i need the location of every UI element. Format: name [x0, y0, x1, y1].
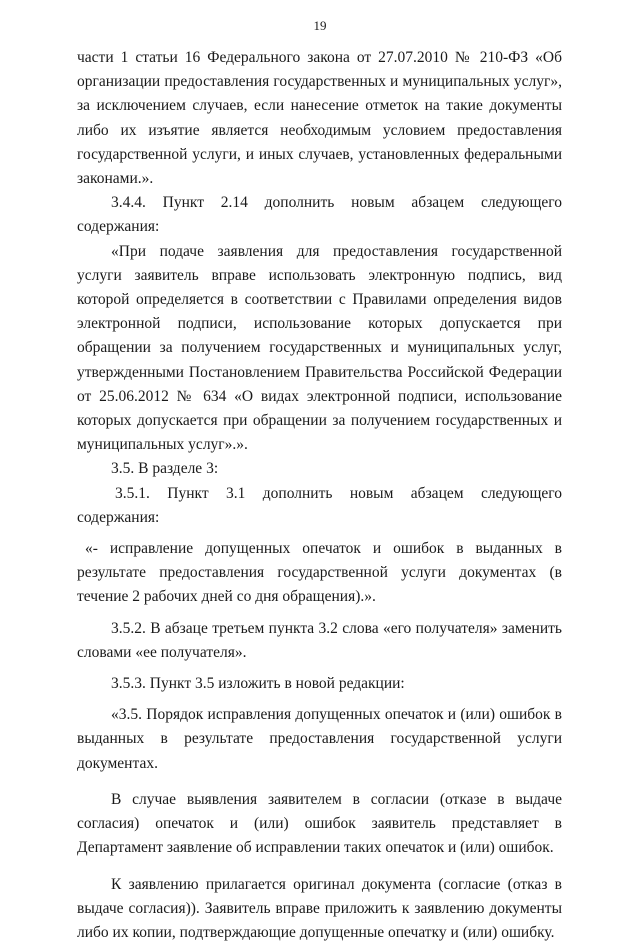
paragraph-quote-3-5: «3.5. Порядок исправления допущенных опечаток и (или) ошибок в выданных в результате предоставления государственной услуги документах.: [77, 703, 562, 776]
paragraph-3-4-4: 3.4.4. Пункт 2.14 дополнить новым абзацем следующего содержания:: [77, 191, 562, 239]
paragraph-attachments: К заявлению прилагается оригинал документа (согласие (отказ в выдаче согласия)). Заявитель вправе приложить к заявлению документы либо их копии, подтверждающие допущенные опечатку и (или) ошибку.: [77, 873, 562, 945]
paragraph-quote-corrections: «- исправление допущенных опечаток и ошибок в выданных в результате предоставления государственной услуги документах (в течение 2 рабочих дней со дня обращения).».: [77, 537, 562, 610]
page-number: 19: [0, 18, 640, 34]
paragraph-continuation: части 1 статьи 16 Федерального закона от 27.07.2010 № 210-ФЗ «Об организации предоставления государственных и муниципальных услуг», за исключением случаев, если нанесение отметок на такие документы либо их изъятие является необходимым условием предоставления государственной услуги, и иных случаев, установленных федеральными законами.».: [77, 46, 562, 191]
paragraph-3-5-3: 3.5.3. Пункт 3.5 изложить в новой редакции:: [77, 672, 562, 696]
paragraph-3-5-2: 3.5.2. В абзаце третьем пункта 3.2 слова «его получателя» заменить словами «ее получателя».: [77, 617, 562, 665]
paragraph-3-5: 3.5. В разделе 3:: [77, 457, 562, 481]
paragraph-errors-detection: В случае выявления заявителем в согласии (отказе в выдаче согласия) опечаток и (или) ошибок заявитель представляет в Департамент заявление об исправлении таких опечаток и (или) ошибок.: [77, 788, 562, 861]
document-body: [77, 46, 562, 945]
paragraph-quote-electronic-signature: «При подаче заявления для предоставления государственной услуги заявитель вправе использовать электронную подпись, вид которой определяется в соответствии с Правилами определения видов электронной подписи, использование которых допускается при обращении за получением государственных и муниципальных услуг, утвержденными Постановлением Правительства Российской Федерации от 25.06.2012 № 634 «О видах электронной подписи, использование которых допускается при обращении за получением государственных и муниципальных услуг».».: [77, 240, 562, 458]
paragraph-3-5-1: 3.5.1. Пункт 3.1 дополнить новым абзацем следующего содержания:: [77, 482, 562, 530]
